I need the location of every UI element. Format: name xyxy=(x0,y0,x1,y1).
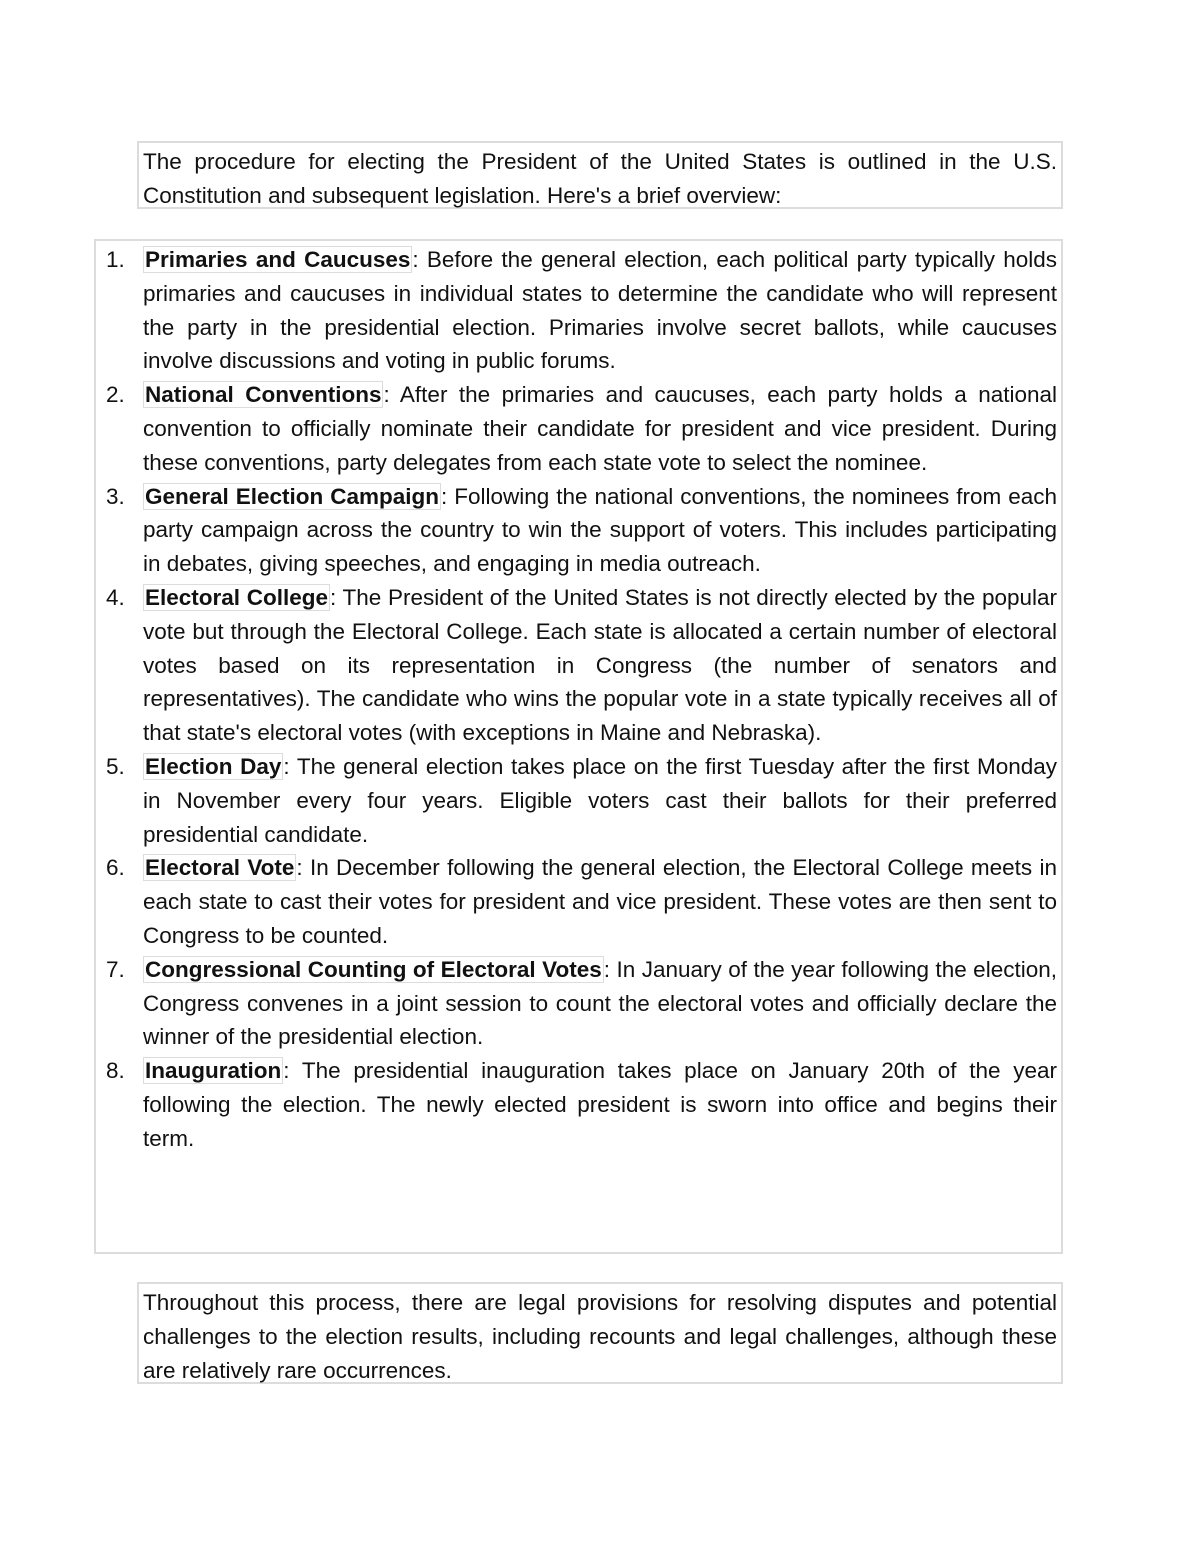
list-item xyxy=(106,1054,1057,1155)
list-item xyxy=(106,750,1057,851)
steps-list xyxy=(106,243,1058,1156)
step-term: Electoral College xyxy=(145,584,329,610)
step-text: : After the primaries and caucuses, each party holds a national convention to officially nominate their candidate for president and vice president. During these conventions, party delegates from each state vote to select the nominee. xyxy=(143,382,1058,475)
list-item xyxy=(106,581,1057,750)
list-item xyxy=(106,953,1057,1054)
step-text: : In January of the year following the election, Congress convenes in a joint session to count the electoral votes and officially declare the winner of the presidential election. xyxy=(143,956,1057,1050)
intro-paragraph-box xyxy=(137,141,1063,209)
step-text: : The general election takes place on the first Tuesday after the first Monday in November every four years. Eligible voters cast their ballots for their preferred presidential candidate. xyxy=(143,753,1057,847)
list-number: 3. xyxy=(106,483,125,509)
outro-paragraph: Throughout this process, there are legal provisions for resolving disputes and potential challenges to the election results, including recounts and legal challenges, although these are relatively rare occurrences. xyxy=(143,1290,1057,1383)
step-text: : The President of the United States is not directly elected by the popular vote but through the Electoral College. Each state is allocated a certain number of electoral votes based on its representation in Congress (the number of senators and representatives). The candidate who wins the popular vote in a state typically receives all of that state's electoral votes (with exceptions in Maine and Nebraska). xyxy=(143,584,1057,746)
list-number: 4. xyxy=(106,584,125,610)
list-number: 2. xyxy=(106,382,125,408)
list-number: 5. xyxy=(106,753,125,779)
step-term: Election Day xyxy=(145,753,282,779)
list-item xyxy=(106,480,1058,581)
outro-paragraph-box xyxy=(137,1282,1063,1384)
step-term: Congressional Counting of Electoral Votes xyxy=(145,956,602,982)
step-term: National Conventions xyxy=(145,382,382,408)
list-item xyxy=(106,243,1057,378)
step-text: : In December following the general election, the Electoral College meets in each state to cast their votes for president and vice president. These votes are then sent to Congress to be counted. xyxy=(143,855,1057,948)
step-text: : Following the national conventions, the nominees from each party campaign across the country to win the support of voters. This includes participating in debates, giving speeches, and engaging in media outreach. xyxy=(143,483,1058,577)
intro-paragraph: The procedure for electing the President of the United States is outlined in the U.S. Constitution and subsequent legislation. Here's a brief overview: xyxy=(143,149,1057,208)
list-item xyxy=(106,378,1058,479)
step-term: Electoral Vote xyxy=(145,855,295,881)
step-term: Inauguration xyxy=(145,1058,282,1084)
list-number: 7. xyxy=(106,956,125,982)
step-term: General Election Campaign xyxy=(145,483,439,509)
step-term: Primaries and Caucuses xyxy=(145,247,411,272)
list-number: 1. xyxy=(106,247,125,272)
step-text: : Before the general election, each political party typically holds primaries and caucuses in individual states to determine the candidate who will represent the party in the presidential election. Primaries involve secret ballots, while caucuses involve discussions and voting in public forums. xyxy=(143,247,1057,374)
list-number: 6. xyxy=(106,855,125,881)
step-text: : The presidential inauguration takes place on January 20th of the year following the election. The newly elected president is sworn into office and begins their term. xyxy=(143,1058,1057,1151)
list-number: 8. xyxy=(106,1058,125,1084)
list-item xyxy=(106,851,1057,952)
steps-list-box xyxy=(94,239,1063,1254)
